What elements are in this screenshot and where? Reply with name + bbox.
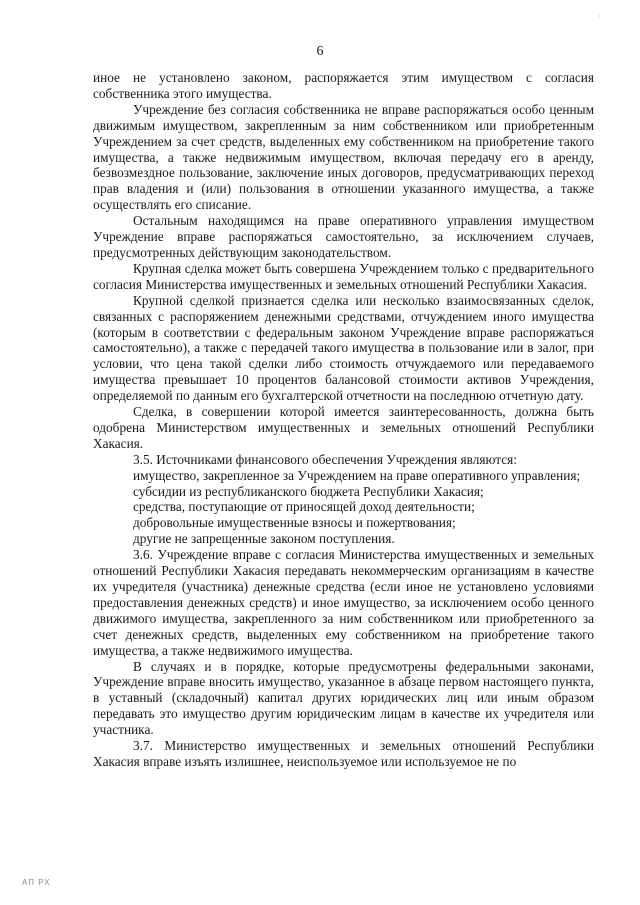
list-item: субсидии из республиканского бюджета Республики Хакасия;	[133, 483, 484, 499]
paragraph: Крупной сделкой признается сделка или несколько взаимосвязанных сделок, связанных с распоряжением денежными средствами, отчуждением иного имущества (которым в соответствии с федеральным законом Учреждение вправе распоряжаться самостоятельно), а также с передачей такого имущества в пользование или в залог, при условии, что цена такой сделки либо стоимость отчуждаемого или передаваемого имущества превышает 10 процентов балансовой стоимости активов Учреждения, определяемой по данным его бухгалтерской отчетности на последнюю отчетную дату.	[93, 292, 594, 404]
corner-mark: ·	[598, 12, 601, 21]
section-3-7: 3.7. Министерство имущественных и земельных отношений Республики Хакасия вправе изъять излишнее, неиспользуемое или используемое не по	[93, 738, 594, 769]
list-item: средства, поступающие от приносящей доход деятельности;	[133, 499, 475, 515]
list-item: добровольные имущественные взносы и пожертвования;	[133, 515, 456, 531]
section-3-6: 3.6. Учреждение вправе с согласия Министерства имущественных и земельных отношений Республики Хакасия передавать некоммерческим организациям в качестве их учредителя (участника) денежные средства (если иное не установлено условиями предоставления денежных средств) и иное имущество, за исключением особо ценного движимого имущества, закрепленного за ним собственником или приобретенного за счет денежных средств, выделенных ему собственником на приобретение такого имущества, а также недвижимого имущества.	[93, 547, 594, 658]
list-item: имущество, закрепленное за Учреждением на праве оперативного управления;	[133, 467, 581, 483]
paragraph: Сделка, в совершении которой имеется заинтересованность, должна быть одобрена Министерством имущественных и земельных отношений Республики Хакасия.	[93, 404, 594, 451]
footer-stamp-mark: АП РХ	[22, 878, 51, 887]
paragraph: Крупная сделка может быть совершена Учреждением только с предварительного согласия Министерства имущественных и земельных отношений Республики Хакасия.	[93, 260, 594, 292]
page-number: 6	[316, 44, 324, 59]
section-3-5: 3.5. Источниками финансового обеспечения Учреждения являются:	[133, 451, 517, 467]
document-body	[93, 70, 594, 770]
list-item: другие не запрещенные законом поступления.	[133, 531, 395, 547]
paragraph-continuation: иное не установлено законом, распоряжается этим имуществом с согласия собственника этого имущества.	[93, 70, 594, 101]
paragraph: Остальным находящимся на праве оперативного управления имуществом Учреждение вправе распоряжаться самостоятельно, за исключением случаев, предусмотренных действующим законодательством.	[93, 213, 594, 260]
paragraph: В случаях и в порядке, которые предусмотрены федеральными законами, Учреждение вправе вносить имущество, указанное в абзаце первом настоящего пункта, в уставный (складочный) капитал других юридических лиц или иным образом передавать это имущество другим юридическим лицам в качестве их учредителя или участника.	[93, 658, 594, 738]
paragraph: Учреждение без согласия собственника не вправе распоряжаться особо ценным движимым имуществом, закрепленным за ним собственником или приобретенным Учреждением за счет средств, выделенных ему собственником на приобретение такого имущества, а также недвижимым имуществом, включая передачу его в аренду, безвозмездное пользование, заключение иных договоров, предусматривающих переход прав владения и (или) пользования в отношении указанного имущества, а также осуществлять его списание.	[93, 101, 594, 213]
